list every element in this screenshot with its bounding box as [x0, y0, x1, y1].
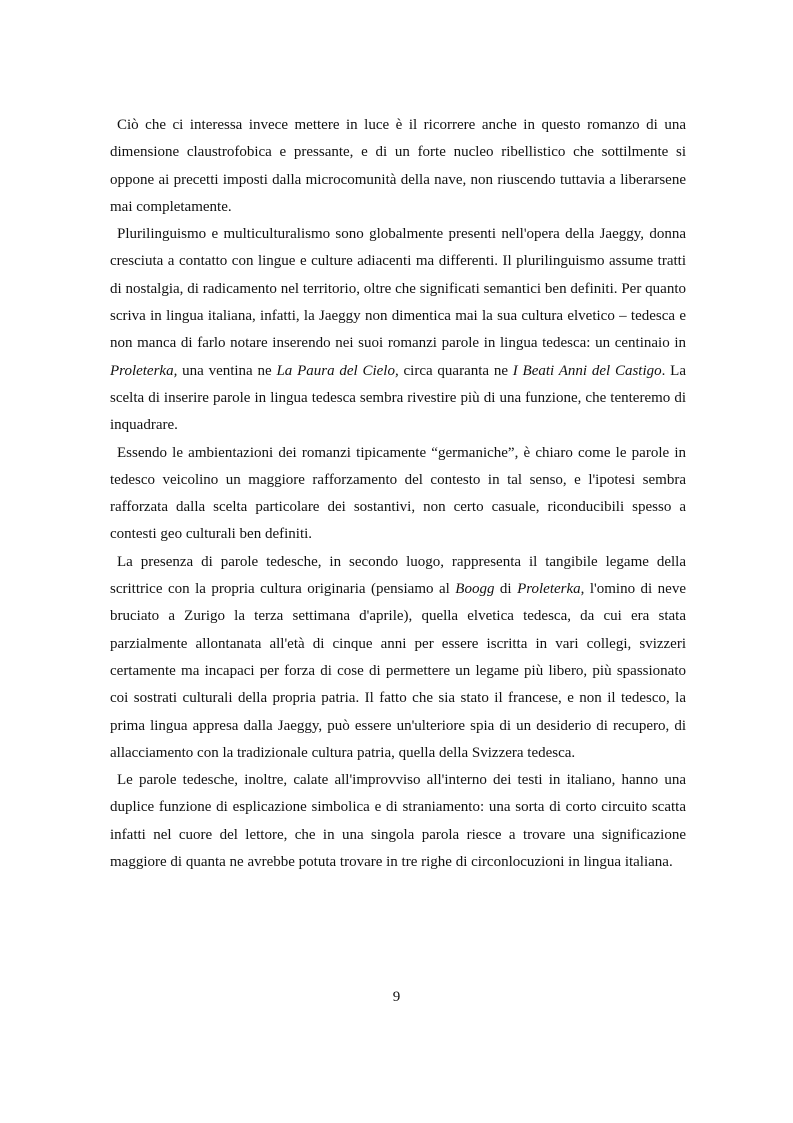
paragraph-cultural-bond [110, 549, 686, 767]
text-run: di [494, 581, 518, 598]
text-run: , circa quaranta ne [394, 362, 513, 379]
paragraph-claustrophobic-dimension [110, 112, 686, 221]
text-run: Ciò che ci interessa invece mettere in luce è il ricorrere anche in questo romanzo di una dimensione claustrofobica e pressante, e di un forte nucleo ribellistico che sottilmente si oppone ai precetti imposti dalla microcomunità della nave, non riuscendo tuttavia a liberarsene mai completamente. [110, 117, 686, 215]
text-run: Le parole tedesche, inoltre, calate all'improvviso all'interno dei testi in italiano, hanno una duplice funzione di esplicazione simbolica e di straniamento: una sorta di corto circuito scatta infatti nel cuore del lettore, che in una singola parola riesce a trovare una significazione maggiore di quanta ne avrebbe potuta trovare in tre righe di circonlocuzioni in lingua italiana. [110, 772, 686, 871]
text-run: Essendo le ambientazioni dei romanzi tipicamente “germaniche”, è chiaro come le parole in tedesco veicolino un maggiore rafforzamento del contesto in tal senso, e l'ipotesi sembra rafforzata dalla scelta particolare dei sostantivi, non certo casuale, riconducibili spesso a contesti geo culturali ben definiti. [110, 444, 686, 543]
paragraph-estrangement [110, 767, 686, 876]
text-run: . La scelta di inserire parole in lingua tedesca sembra rivestire più di una funzione, che tenteremo di inquadrare. [110, 362, 686, 434]
italic-title: La Paura del Cielo [276, 362, 395, 379]
italic-title: Boogg [455, 581, 495, 598]
paragraph-plurilingualism [110, 221, 686, 439]
italic-title: I Beati Anni del Castigo [512, 362, 662, 379]
text-run: , l'omino di neve bruciato a Zurigo la terza settimana d'aprile), quella elvetica tedesca, da cui era stata parzialmente allontanata all'età di cinque anni per essere iscritta in vari collegi, svizzeri certamente ma incapaci per forza di cose di permettere un legame più libero, più spassionato coi sostrati culturali della propria patria. Il fatto che sia stato il francese, e non il tedesco, la prima lingua appresa dalla Jaeggy, può essere un'ulteriore spia di un desiderio di recupero, di allacciamento con la tradizionale cultura patria, quella della Svizzera tedesca. [110, 581, 686, 761]
text-run: Plurilinguismo e multiculturalismo sono globalmente presenti nell'opera della Jaeggy, donna cresciuta a contatto con lingue e culture adiacenti ma differenti. Il plurilinguismo assume tratti di nostalgia, di radicamento nel territorio, oltre che significati semantici ben definiti. Per quanto scriva in lingua italiana, infatti, la Jaeggy non dimentica mai la sua cultura elvetico – tedesca e non manca di farlo notare inserendo nei suoi romanzi parole in lingua tedesca: un centinaio in [110, 226, 686, 352]
italic-title: Proleterka [517, 581, 581, 598]
page-number: 9 [392, 989, 401, 1005]
document-body [110, 112, 686, 876]
text-run: una ventina ne [177, 362, 277, 379]
italic-title: Proleterka, [110, 362, 178, 379]
text-run: La presenza di parole tedesche, in secondo luogo, rappresenta il tangibile legame della scrittrice con la propria cultura originaria (pensiamo al [110, 553, 686, 598]
paragraph-germanic-settings [110, 440, 686, 549]
